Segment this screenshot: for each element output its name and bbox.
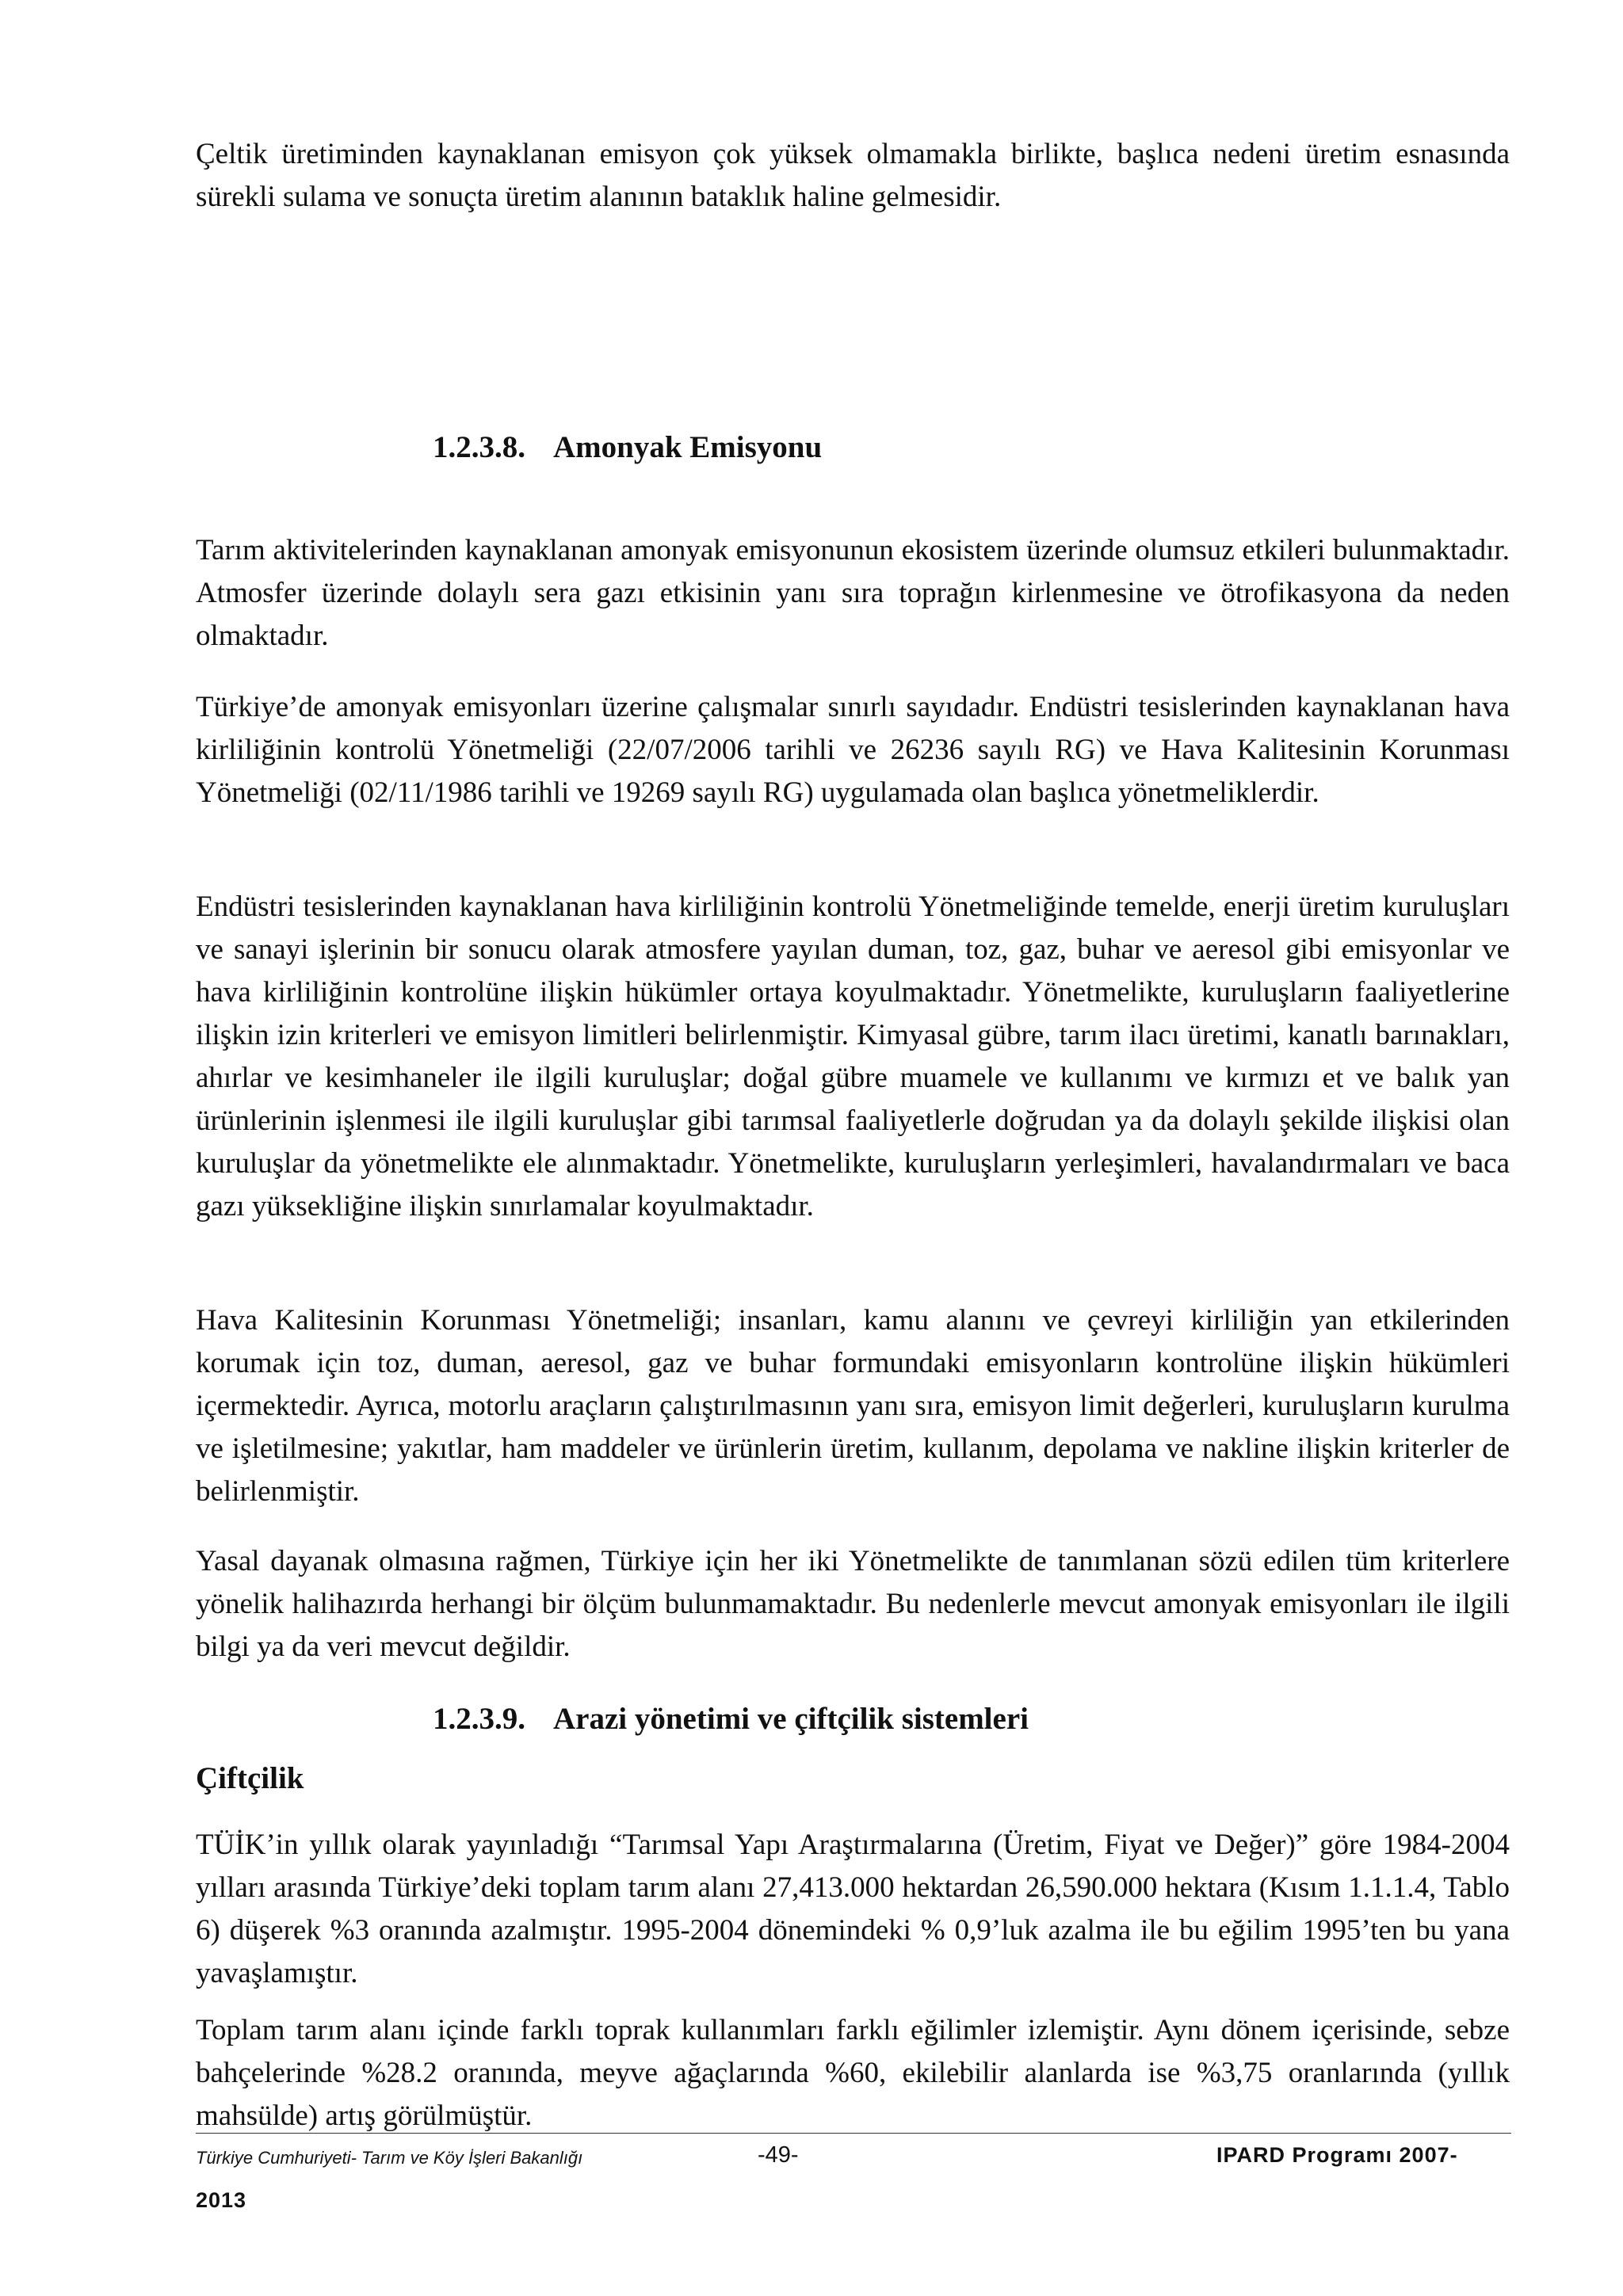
paragraph-amonyak-etkileri: Tarım aktivitelerinden kaynaklanan amonyak emisyonunun ekosistem üzerinde olumsuz etkileri bulunmaktadır. Atmosfer üzerinde dolaylı sera gazı etkisinin yanı sıra toprağın kirlenmesine ve ötrofikasyona da neden olmaktadır. [196, 534, 1510, 652]
section-heading-arazi [433, 1699, 1029, 1739]
section-title: Amonyak Emisyonu [553, 430, 823, 464]
subheading-ciftcilik: Çiftçilik [196, 1761, 304, 1795]
paragraph-celtik: Çeltik üretiminden kaynaklanan emisyon çok yüksek olmamakla birlikte, başlıca nedeni üretim esnasında sürekli sulama ve sonuçta üretim alanının bataklık haline gelmesidir. [196, 138, 1510, 213]
paragraph-endustri-yonetmeligi: Endüstri tesislerinden kaynaklanan hava kirliliğinin kontrolü Yönetmeliğinde temelde, enerji üretim kuruluşları ve sanayi işlerinin bir sonucu olarak atmosfere yayılan duman, toz, gaz, buhar ve aeresol gibi emisyonlar ve hava kirliliğinin kontrolüne ilişkin hükümler ortaya koyulmaktadır. Yönetmelikte, kuruluşların faaliyetlerine ilişkin izin kriterleri ve emisyon limitleri belirlenmiştir. Kimyasal gübre, tarım ilacı üretimi, kanatlı barınakları, ahırlar ve kesimhaneler ile ilgili kuruluşlar; doğal gübre muamele ve kullanımı ve kırmızı et ve balık yan ürünlerinin işlenmesi ile ilgili kuruluşlar gibi tarımsal faaliyetlerle doğrudan ya da dolaylı şekilde ilişkisi olan kuruluşlar da yönetmelikte ele alınmaktadır. Yönetmelikte, kuruluşların yerleşimleri, havalandırmaları ve baca gazı yüksekliğine ilişkin sınırlamalar koyulmaktadır. [196, 891, 1510, 1222]
footer-ministry: Türkiye Cumhuriyeti- Tarım ve Köy İşleri Bakanlığı [196, 2148, 583, 2168]
paragraph-yasal-dayanak: Yasal dayanak olmasına rağmen, Türkiye için her iki Yönetmelikte de tanımlanan sözü edilen tüm kriterlere yönelik halihazırda herhangi bir ölçüm bulunmamaktadır. Bu nedenlerle mevcut amonyak emisyonları ile ilgili bilgi ya da veri mevcut değildir. [196, 1545, 1510, 1663]
footer-page-number: -49- [758, 2142, 799, 2168]
paragraph-toplam-tarim: Toplam tarım alanı içinde farklı toprak kullanımları farklı eğilimler izlemiştir. Aynı dönem içerisinde, sebze bahçelerinde %28.2 oranında, meyve ağaçlarında %60, ekilebilir alanlarda ise %3,75 oranlarında (yıllık mahsülde) artış görülmüştür. [196, 2014, 1510, 2132]
paragraph-tuik: TÜİK’in yıllık olarak yayınladığı “Tarımsal Yapı Araştırmalarına (Üretim, Fiyat ve Değer)” göre 1984-2004 yılları arasında Türkiye’deki toplam tarım alanı 27,413.000 hektardan 26,590.000 hektara (Kısım 1.1.1.4, Tablo 6) düşerek %3 oranında azalmıştır. 1995-2004 dönemindeki % 0,9’luk azalma ile bu eğilim 1995’ten bu yana yavaşlamıştır. [196, 1829, 1510, 1989]
paragraph-hava-kalitesi: Hava Kalitesinin Korunması Yönetmeliği; insanları, kamu alanını ve çevreyi kirliliğin yan etkilerinden korumak için toz, duman, aeresol, gaz ve buhar formundaki emisyonların kontrolüne ilişkin hükümleri içermektedir. Ayrıca, motorlu araçların çalıştırılmasının yanı sıra, emisyon limit değerleri, kuruluşların kurulma ve işletilmesine; yakıtlar, ham maddeler ve ürünlerin üretim, kullanım, depolama ve nakline ilişkin kriterler de belirlenmiştir. [196, 1304, 1510, 1508]
section-heading-amonyak [433, 428, 822, 467]
section-title: Arazi yönetimi ve çiftçilik sistemleri [553, 1702, 1029, 1736]
paragraph-turkiye-amonyak: Türkiye’de amonyak emisyonları üzerine çalışmalar sınırlı sayıdadır. Endüstri tesislerinden kaynaklanan hava kirliliğinin kontrolü Yönetmeliği (22/07/2006 tarihli ve 26236 sayılı RG) ve Hava Kalitesinin Korunması Yönetmeliği (02/11/1986 tarihli ve 19269 sayılı RG) uygulamada olan başlıca yönetmeliklerdir. [196, 691, 1510, 809]
footer-year: 2013 [196, 2188, 247, 2212]
section-number: 1.2.3.8. [433, 430, 525, 464]
section-number: 1.2.3.9. [433, 1702, 525, 1736]
footer-divider [196, 2133, 1511, 2134]
footer-program: IPARD Programı 2007- [1216, 2143, 1458, 2167]
